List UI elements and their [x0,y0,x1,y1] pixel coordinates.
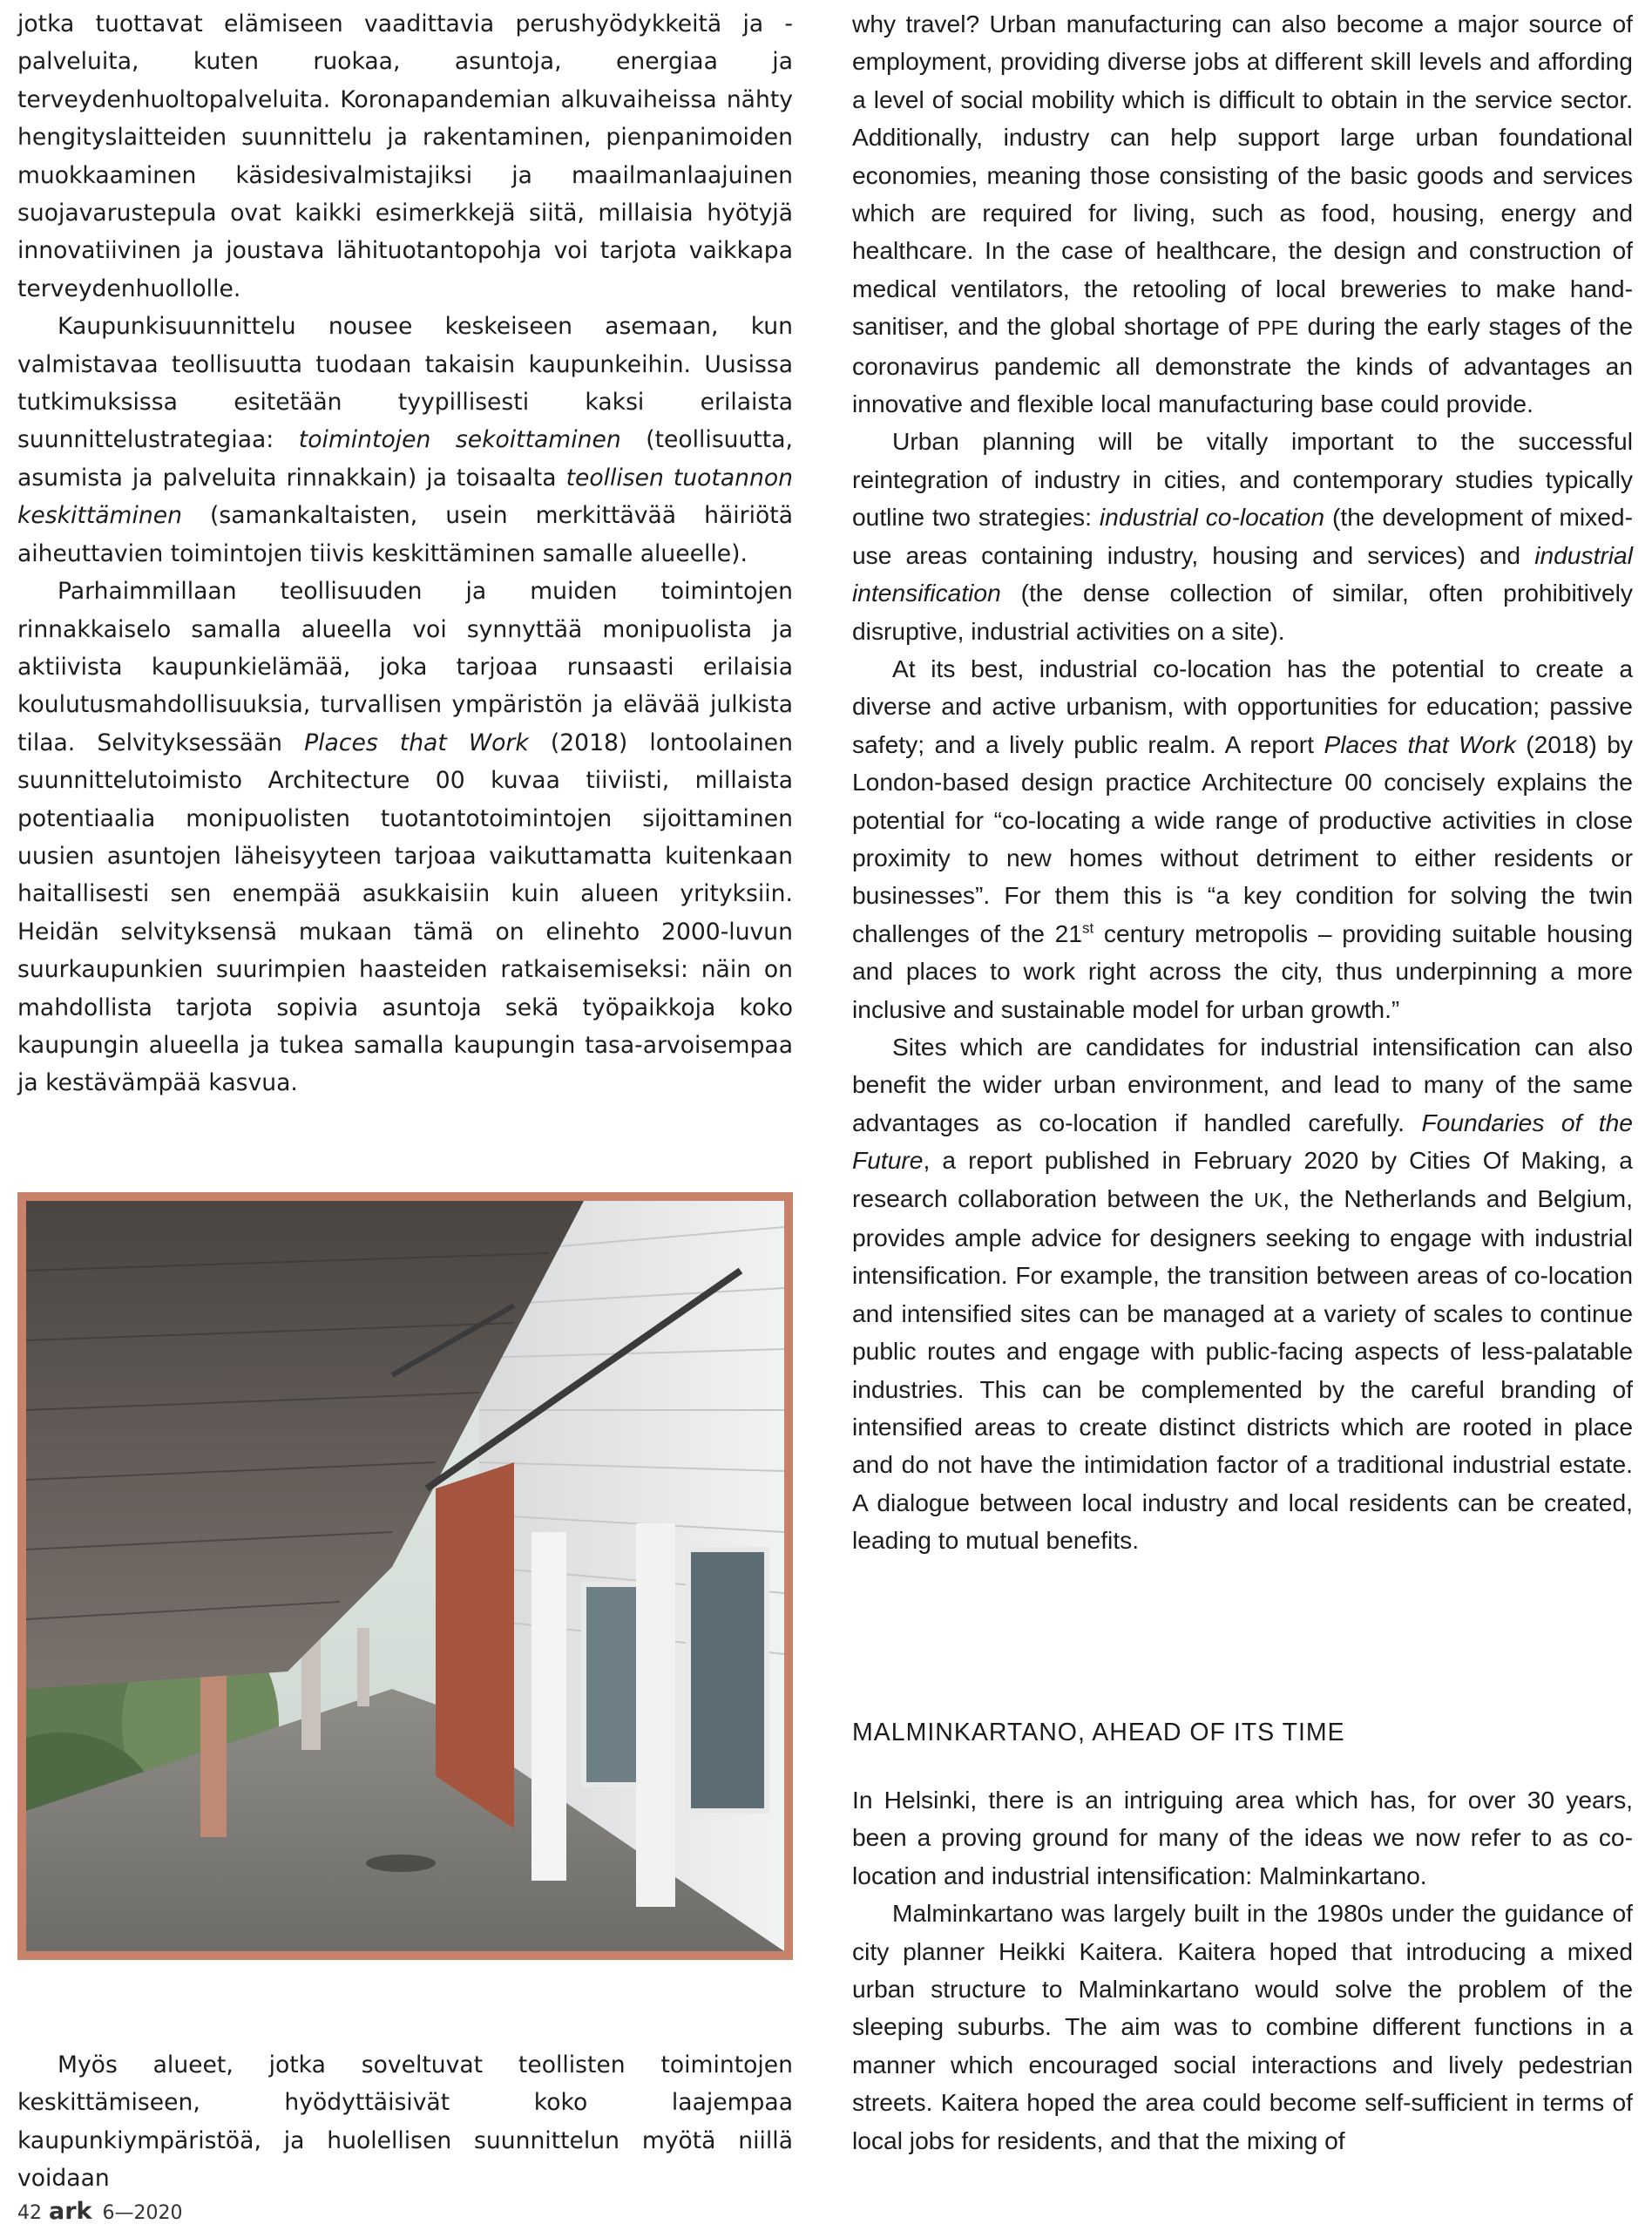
corridor-photo-image [26,1201,784,1951]
en-paragraph-4: Sites which are candidates for industrial intensification can also benefit the wider urban environment, and lead to many of the same advantages as co-location if handled carefully. Foundaries of the Future, a report published in February 2020 by Cities Of Making, a research collaboration between the UK, the Netherlands and Belgium, provides ample advice for designers seeking to engage with industrial intensification. For example, the transition between areas of co-location and intensified sites can be managed at a variety of scales to continue public routes and engage with public-facing aspects of less-palatable industries. This can be complemented by the careful branding of intensified areas to create distinct districts which are rooted in place and do not have the intimidation factor of a traditional industrial estate. A dialogue between local industry and local residents can be created, leading to mutual benefits. [852,1032,1633,1555]
fi-paragraph-4: Myös alueet, jotka soveltuvat teollisten toimintojen keskittämiseen, hyödyttäisivät koko laajempaa kaupunkiympäristöä, ja huolellisen suunnittelun myötä niillä voidaan [17,2051,793,2193]
page-number: 42 [17,2202,42,2224]
english-column-continued [852,1781,1633,2160]
en-paragraph-6: Malminkartano was largely built in the 1980s under the guidance of city planner Heikki Kaitera. Kaitera hoped that introducing a mixed urban structure to Malminkartano would solve the problem of the sleeping suburbs. The aim was to combine different functions in a manner which encouraged social interactions and lively pedestrian streets. Kaitera hoped the area could become self-sufficient in terms of local jobs for residents, and that the mixing of [852,1899,1633,2154]
fi-paragraph-2: Kaupunkisuunnittelu nousee keskeiseen asemaan, kun valmistavaa teollisuutta tuodaan takaisin kaupunkeihin. Uusissa tutkimuksissa esitetään tyypillisesti kaksi erilaista suunnittelustrategiaa: toimintojen sekoittaminen (teollisuutta, asumista ja palveluita rinnakkain) ja toisaalta teollisen tuotannon keskittäminen (samankaltaisten, usein merkittävää häiriötä aiheuttavien toimintojen tiivis keskittäminen samalle alueelle). [17,313,793,567]
finnish-column [17,5,793,1102]
magazine-logo: ark [49,2198,92,2225]
en-paragraph-5: In Helsinki, there is an intriguing area which has, for over 30 years, been a proving ground for many of the ideas we now refer to as co-location and industrial intensification: Malminkartano. [852,1786,1633,1889]
english-column [852,5,1633,1560]
en-paragraph-3: At its best, industrial co-location has the potential to create a diverse and active urbanism, with opportunities for education; passive safety; and a lively public realm. A report Places that Work (2018) by London-based design practice Architecture 00 concisely explains the potential for “co-locating a wide range of productive activities in close proximity to new homes without detriment to either residents or businesses”. For them this is “a key condition for solving the twin challenges of the 21st century metropolis – providing suitable housing and places to work right across the city, thus underpinning a more inclusive and sustainable model for urban growth.” [852,654,1634,1023]
issue-number: 6—2020 [102,2202,183,2224]
en-paragraph-2: Urban planning will be vitally important to the successful reintegration of industry in cities, and contemporary studies typically outline two strategies: industrial co-location (the development of mixed-use areas containing industry, housing and services) and industrial intensification (the dense collection of similar, often prohibitively disruptive, industrial activities on a site). [852,427,1633,645]
section-heading: MALMINKARTANO, AHEAD OF ITS TIME [852,1719,1345,1746]
fi-paragraph-3: Parhaimmillaan teollisuuden ja muiden toimintojen rinnakkaiselo samalla alueella voi synnyttää monipuolista ja aktiivista kaupunkielämää, joka tarjoaa runsaasti erilaisia koulutusmahdollisuuksia, turvallisen ympäristön ja elävää julkista tilaa. Selvityksessään Places that Work (2018) lontoolainen suunnittelutoimisto Architecture 00 kuvaa tiiviisti, millaista potentiaalia monipuolisten tuotantotoimintojen sijoittaminen uusien asuntojen läheisyyteen tarjoaa vaikuttamatta kuitenkaan haitallisesti sen enempää asukkaisiin kuin alueen yrityksiin. Heidän selvityksensä mukaan tämä on elinehto 2000-luvun suurkaupunkien suurimpien haasteiden ratkaisemiseksi: näin on mahdollista tarjota sopivia asuntoja sekä työpaikkoja koko kaupungin alueella ja tukea samalla kaupungin tasa-arvoisempaa ja kestävämpää kasvua. [17,578,793,1097]
finnish-column-continued [17,2046,793,2198]
page-footer [17,2198,183,2225]
en-paragraph-1: why travel? Urban manufacturing can also become a major source of employment, providing diverse jobs at different skill levels and affording a level of social mobility which is difficult to obtain in the service sector. Additionally, industry can help support large urban foundational economies, meaning those consisting of the basic goods and services which are required for living, such as food, housing, energy and healthcare. In the case of healthcare, the design and construction of medical ventilators, the retooling of local breweries to make hand-sanitiser, and the global shortage of PPE during the early stages of the coronavirus pandemic all demonstrate the kinds of advantages an innovative and flexible local manufacturing base could provide. [852,10,1633,418]
corridor-photo [17,1192,793,1960]
fi-paragraph-1: jotka tuottavat elämiseen vaadittavia perushyödykkeitä ja -palveluita, kuten ruokaa, asuntoja, energiaa ja terveydenhuoltopalveluita. Koronapandemian alkuvaiheissa nähty hengityslaitteiden suunnittelu ja rakentaminen, pienpanimoiden muokkaaminen käsidesivalmistajiksi ja maailmanlaajuinen suojavarustepula ovat kaikki esimerkkejä siitä, millaisia hyötyjä innovatiivinen ja joustava lähituotantopohja voi tarjota vaikkapa terveydenhuollolle. [17,10,793,302]
